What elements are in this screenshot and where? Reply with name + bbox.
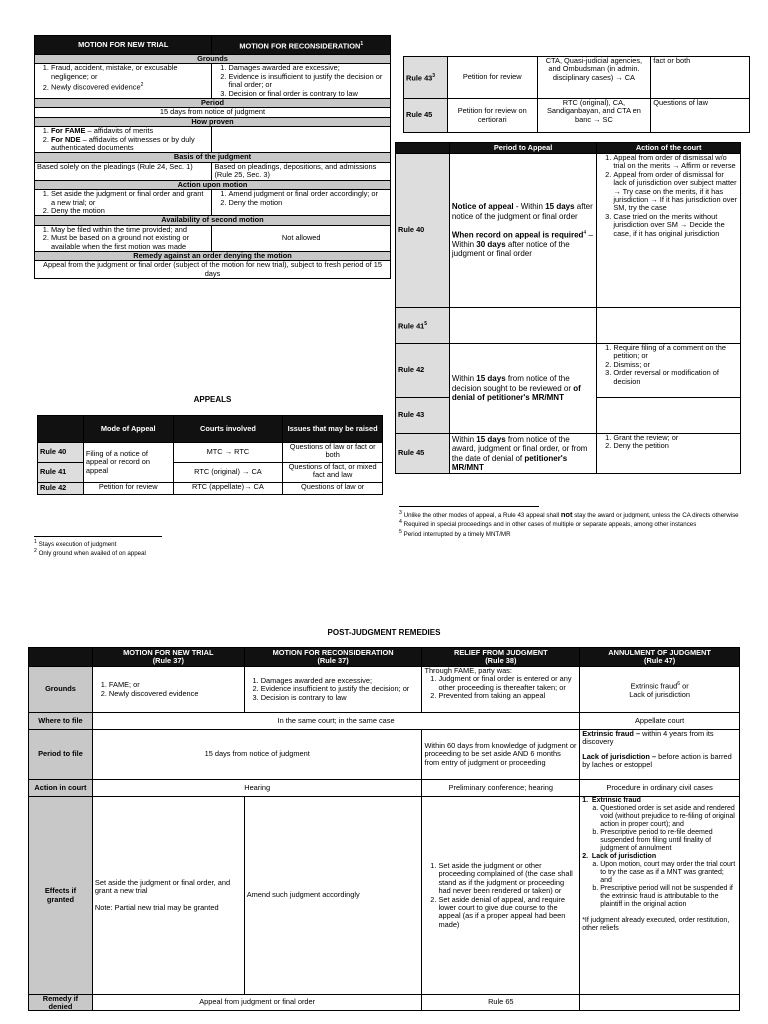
pjr-court-aoj: Procedure in ordinary civil cases <box>580 780 740 797</box>
grounds-mr: 1. Damages awarded are excessive; 2. Evidence is insufficient to justify the decision or final order; or 3. Decision or final order is contrary to law <box>212 64 391 99</box>
proven-mr <box>212 127 391 153</box>
basis-label: Basis of the judgment <box>35 153 391 162</box>
appeals-rule: Rule $43^3$ <box>404 57 448 99</box>
appeals-issues: Questions of law or fact or both <box>283 443 383 463</box>
appeals-table-cont <box>403 56 750 133</box>
footnotes-left <box>34 539 374 558</box>
footnote-rule-left <box>34 536 162 537</box>
header-mnt: MOTION FOR NEW TRIAL <box>35 36 212 55</box>
appeals-head-courts: Courts involved <box>173 416 283 443</box>
appeals-rule: Rule 42 <box>38 483 84 495</box>
appeals-title: APPEALS <box>193 395 232 404</box>
appeals-issues: fact or both <box>651 57 750 99</box>
rule-40: Rule 40 <box>396 154 450 308</box>
action-mr: 1. Amend judgment or final order accordingly; or 2. Deny the motion <box>212 190 391 216</box>
basis-mr: Based on pleadings, depositions, and admissions (Rule 25, Sec. 3) <box>212 162 391 180</box>
pjr-remedy-label: Remedy if denied <box>29 995 93 1011</box>
remedy-text: Appeal from the judgment or final order (subject of the motion for new trial), subject to fresh period of 15 days <box>35 261 391 279</box>
appeals-rule: Rule 40 <box>38 443 84 463</box>
pjr-grounds-rfj: Through FAME, party was: 1. Judgment or final order is entered or any other proceeding is thereafter taken; or 2. Prevented from taking an appeal <box>422 667 580 713</box>
appeals-rule: Rule 41 <box>38 463 84 483</box>
period-appeal-table <box>395 142 741 474</box>
second-mnt: 1. May be filed within the time provided; and 2. Must be based on a ground not existing or available when the first motion was made <box>35 225 212 251</box>
second-label: Availability of second motion <box>35 216 391 225</box>
appeals-rule: Rule 45 <box>404 99 448 133</box>
rule-43: Rule 43 <box>396 398 450 434</box>
rule-40-period: Notice of appeal - Within 15 days after notice of the judgment or final order When record on appeal is required$^4$ – Within 30 days after notice of the judgment or final order <box>449 154 597 308</box>
pjr-grounds-aoj: Extrinsic fraud$^6$ or Lack of jurisdiction <box>580 667 740 713</box>
mnt-mr-table <box>34 35 391 279</box>
rule-40-actions: 1. Appeal from order of dismissal w/o trial on the merits → Affirm or reverse 2. Appeal from order of dismissal for lack of jurisdiction over subject matter → Try case on the merits, if it has jurisdiction → If it has jurisdiction over SM, try the case 3. Case tried on the merits without jurisdiction over SM → Decide the case, if it has original jurisdiction <box>597 154 741 308</box>
footnotes-right <box>399 510 744 538</box>
appeals-courts: RTC (original), CA, Sandiganbayan, and CTA en banc → SC <box>537 99 651 133</box>
second-mr: Not allowed <box>212 225 391 251</box>
pjr-title: POST-JUDGMENT REMEDIES <box>327 628 441 637</box>
head-period: Period to Appeal <box>449 143 597 154</box>
pjr-where-mnt-mr: In the same court; in the same case <box>92 713 579 730</box>
proven-mnt: 1. For FAME – affidavits of merits 2. For NDE – affidavits of witnesses or by duly authenticated documents <box>35 127 212 153</box>
footnote: $^2$ Only ground when availed of on appeal <box>34 548 146 558</box>
pjr-where-aoj: Appellate court <box>580 713 740 730</box>
pjr-effects-label: Effects if granted <box>29 797 93 995</box>
pjr-remedy-mnt-mr: Appeal from judgment or final order <box>92 995 422 1011</box>
pjr-remedy-rfj: Rule 65 <box>422 995 580 1011</box>
appeals-issues: Questions of law or <box>283 483 383 495</box>
appeals-mode: Filing of a notice of appeal or record on appeal <box>83 443 173 483</box>
footnote: $^1$ Stays execution of judgment <box>34 539 117 549</box>
appeals-courts: CTA, Quasi-judicial agencies, and Ombudsman (in admin. disciplinary cases) → CA <box>537 57 651 99</box>
appeals-head-issues: Issues that may be raised <box>283 416 383 443</box>
pjr-period-rfj: Within 60 days from knowledge of judgment or proceeding to be set aside AND 6 months from entry of judgment or proceeding <box>422 730 580 780</box>
pjr-effects-mr: Amend such judgment accordingly <box>244 797 422 995</box>
pjr-period-aoj: Extrinsic fraud – within 4 years from its discovery Lack of jurisdiction – before action is barred by laches or estoppel <box>580 730 740 780</box>
footnote: $^5$ Period interrupted by a timely MNT/MR <box>399 528 511 538</box>
appeals-courts: RTC (appellate)→ CA <box>173 483 283 495</box>
footnote: $^4$ Required in special proceedings and in other cases of multiple or separate appeals, among other instances <box>399 519 697 529</box>
pjr-head-rfj: RELIEF FROM JUDGMENT (Rule 38) <box>422 648 580 667</box>
pjr-where-label: Where to file <box>29 713 93 730</box>
pjr-effects-rfj: 1. Set aside the judgment or other proceeding complained of (the case shall stand as if the judgment or proceeding had never been rendered or taken) or 2. Set aside denial of appeal, and require lower court to give due course to the appeal (as if a proper appeal had been made) <box>422 797 580 995</box>
pjr-period-label: Period to file <box>29 730 93 780</box>
appeals-head-mode: Mode of Appeal <box>83 416 173 443</box>
rule-45-actions: 1. Grant the review; or 2. Deny the petition <box>597 434 741 474</box>
appeals-mode: Petition for review <box>447 57 537 99</box>
pjr-court-rfj: Preliminary conference; hearing <box>422 780 580 797</box>
pjr-effects-mnt: Set aside the judgment or final order, and grant a new trial Note: Partial new trial may be granted <box>92 797 244 995</box>
pjr-head-mr: MOTION FOR RECONSIDERATION (Rule 37) <box>244 648 422 667</box>
pjr-grounds-mr: 1. Damages awarded are excessive; 2. Evidence insufficient to justify the decision; or 3. Decision is contrary to law <box>244 667 422 713</box>
grounds-mnt: 1. Fraud, accident, mistake, or excusable negligence; or 2. Newly discovered evidence$^2$ <box>35 64 212 99</box>
header-mr: MOTION FOR RECONSIDERATION$^1$ <box>212 36 391 55</box>
period-label: Period <box>35 99 391 108</box>
basis-mnt: Based solely on the pleadings (Rule 24, Sec. 1) <box>35 162 212 180</box>
appeals-mode: Petition for review on certiorari <box>447 99 537 133</box>
rule-42-43-period: Within 15 days from notice of the decision sought to be reviewed or of denial of petitioner's MR/MNT <box>449 344 597 434</box>
pjr-table <box>28 647 740 1011</box>
pjr-court-label: Action in court <box>29 780 93 797</box>
rule-42: Rule 42 <box>396 344 450 398</box>
rule-42-actions: 1. Require filing of a comment on the petition; or 2. Dismiss; or 3. Order reversal or modification of decision <box>597 344 741 398</box>
action-label: Action upon motion <box>35 180 391 189</box>
appeals-courts: MTC → RTC <box>173 443 283 463</box>
appeals-mode: Petition for review <box>83 483 173 495</box>
pjr-period-mnt-mr: 15 days from notice of judgment <box>92 730 422 780</box>
appeals-courts: RTC (original) → CA <box>173 463 283 483</box>
rule-41: Rule $41^5$ <box>396 308 450 344</box>
pjr-grounds-label: Grounds <box>29 667 93 713</box>
period-text: 15 days from notice of judgment <box>35 108 391 117</box>
footnote-rule-right <box>399 506 539 507</box>
appeals-table <box>37 415 383 495</box>
appeals-issues: Questions of fact, or mixed fact and law <box>283 463 383 483</box>
proven-label: How proven <box>35 117 391 126</box>
pjr-head-mnt: MOTION FOR NEW TRIAL (Rule 37) <box>92 648 244 667</box>
appeals-issues: Questions of law <box>651 99 750 133</box>
footnote: $^3$ Unlike the other modes of appeal, a Rule 43 appeal shall not stay the award or judgment, unless the CA directs otherwise <box>399 510 739 520</box>
pjr-grounds-mnt: 1. FAME; or 2. Newly discovered evidence <box>92 667 244 713</box>
pjr-effects-aoj: 1. Extrinsic fraud a. Questioned order is set aside and rendered void (without prejudice to re-filing of original action in proper court); and b. Prescriptive period to re-file deemed suspended from filing until finality of judgment of annulment 2. Lack of jurisdiction a. Upon motion, court may order the trial court to try the case as if a MNT was granted; and b. Prescriptive period will not be suspended if the extrinsic fraud is attributable to the plaintiff in the original action *If judgment already executed, order restitution, other reliefs <box>580 797 740 995</box>
rule-45-period: Within 15 days from notice of the award, judgment or final order, or from the date of denial of petitioner's MR/MNT <box>449 434 597 474</box>
head-action: Action of the court <box>597 143 741 154</box>
action-mnt: 1. Set aside the judgment or final order and grant a new trial; or 2. Deny the motion <box>35 190 212 216</box>
pjr-court-mnt-mr: Hearing <box>92 780 422 797</box>
rule-45: Rule 45 <box>396 434 450 474</box>
grounds-label: Grounds <box>35 55 391 64</box>
pjr-head-aoj: ANNULMENT OF JUDGMENT (Rule 47) <box>580 648 740 667</box>
remedy-label: Remedy against an order denying the motion <box>35 251 391 260</box>
